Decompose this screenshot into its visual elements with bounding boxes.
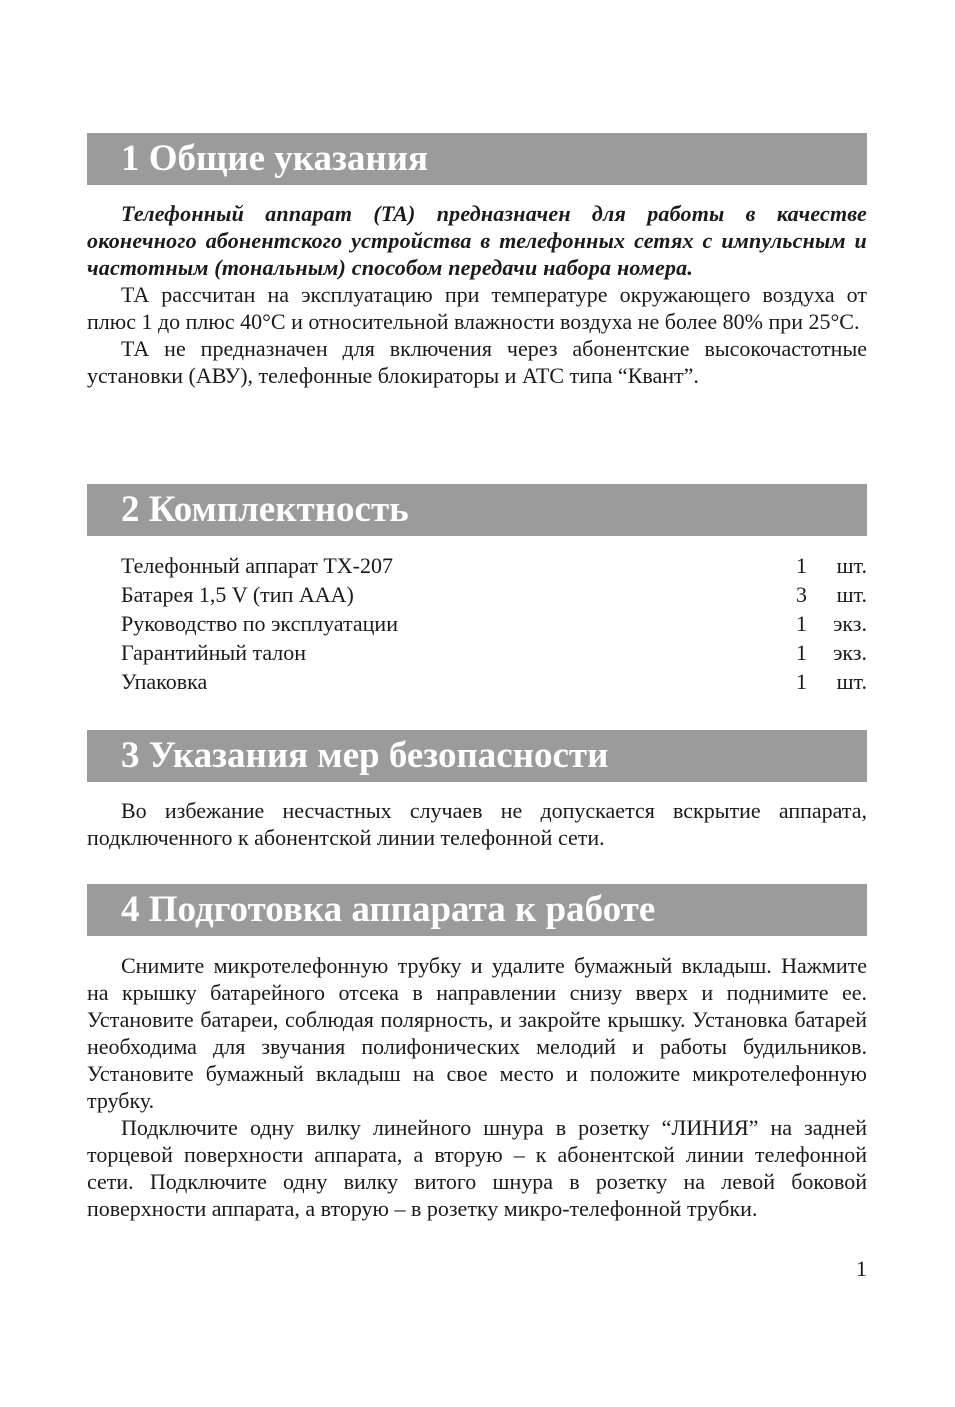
- section-1-paragraph: ТА не предназначен для включения через абонентские высокочастотные установки (АВУ), телефонные блокираторы и АТС типа “Квант”.: [87, 336, 867, 388]
- kit-item-name: Батарея 1,5 V (тип AAA): [121, 582, 354, 607]
- kit-item-qty: 1: [796, 640, 807, 665]
- kit-item-unit: шт.: [836, 582, 867, 607]
- kit-item-unit: экз.: [832, 611, 867, 636]
- page-number: 1: [856, 1256, 867, 1281]
- section-1-lead-paragraph: Телефонный аппарат (ТА) предназначен для работы в качестве оконечного абонентского устройства в телефонных сетях с импульсным и частотным (тональным) способом передачи набора номера.: [87, 201, 867, 280]
- kit-item: [121, 667, 867, 696]
- section-3-heading: 3 Указания мер безопасности: [87, 730, 867, 782]
- kit-item: [121, 551, 867, 580]
- kit-item-qty: 3: [796, 582, 807, 607]
- kit-item-name: Руководство по эксплуатации: [121, 611, 398, 636]
- section-1-heading: 1 Общие указания: [87, 133, 867, 185]
- section-4-body: [87, 952, 867, 1222]
- kit-item-unit: шт.: [836, 553, 867, 578]
- section-1-body: [87, 200, 867, 389]
- kit-item-name: Телефонный аппарат ТХ-207: [121, 553, 393, 578]
- kit-item-qty: 1: [796, 669, 807, 694]
- section-4-paragraph: Снимите микротелефонную трубку и удалите бумажный вкладыш. Нажмите на крышку батарейного отсека в направлении снизу вверх и поднимите ее. Установите батареи, соблюдая полярность, и закройте крышку. Установка батарей необходима для звучания полифонических мелодий и работы будильников. Установите бумажный вкладыш на свое место и положите микротелефонную трубку.: [87, 953, 867, 1113]
- section-3-paragraph: Во избежание несчастных случаев не допускается вскрытие аппарата, подключенного к абонентской линии телефонной сети.: [87, 798, 867, 850]
- kit-item-qty: 1: [796, 611, 807, 636]
- section-3-body: [87, 797, 867, 851]
- section-4-heading: 4 Подготовка аппарата к работе: [87, 884, 867, 936]
- kit-item-unit: экз.: [832, 640, 867, 665]
- kit-item: [121, 580, 867, 609]
- section-4-paragraph: Подключите одну вилку линейного шнура в розетку “ЛИНИЯ” на задней торцевой поверхности аппарата, а вторую – к абонентской линии телефонной сети. Подключите одну вилку витого шнура в розетку на левой боковой поверхности аппарата, а вторую – в розетку микро-телефонной трубки.: [87, 1115, 867, 1221]
- section-2-heading: 2 Комплектность: [87, 484, 867, 536]
- section-1-paragraph: ТА рассчитан на эксплуатацию при температуре окружающего воздуха от плюс 1 до плюс 40°С и относительной влажности воздуха не более 80% при 25°С.: [87, 282, 867, 334]
- kit-item-qty: 1: [796, 553, 807, 578]
- kit-item-unit: шт.: [836, 669, 867, 694]
- kit-list: [121, 551, 867, 696]
- kit-item: [121, 638, 867, 667]
- kit-item-name: Гарантийный талон: [121, 640, 307, 665]
- kit-item: [121, 609, 867, 638]
- kit-item-name: Упаковка: [121, 669, 208, 694]
